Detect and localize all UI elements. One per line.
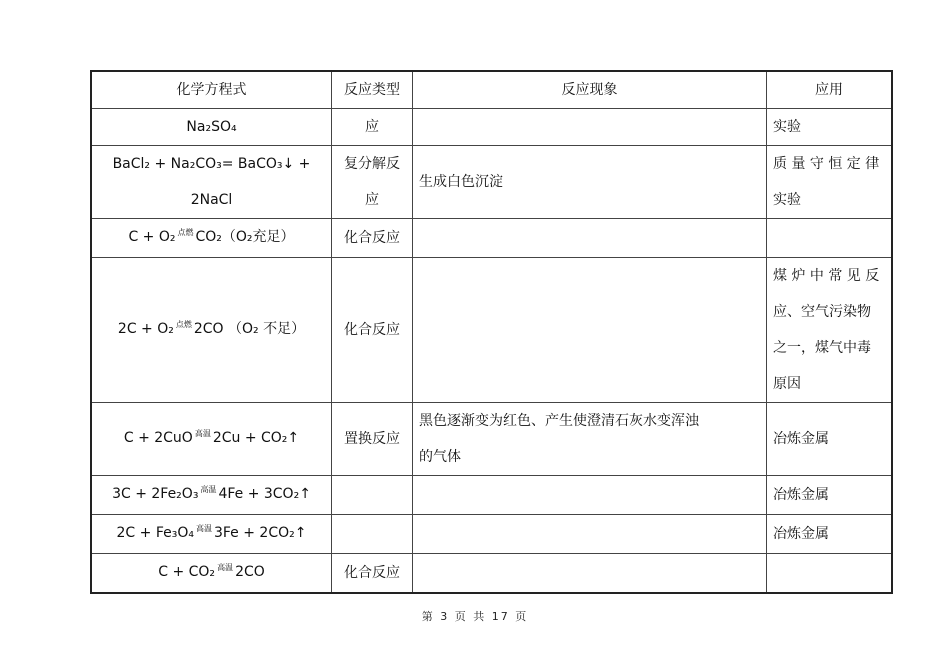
type-line: 应 xyxy=(365,192,379,208)
equation-products: 4Fe + 3CO₂↑ xyxy=(218,486,311,502)
phenomenon-cell xyxy=(413,219,767,258)
phenomenon-cell xyxy=(413,258,767,403)
equation-cell xyxy=(91,403,332,476)
equation-products: CO₂（O₂充足） xyxy=(195,229,295,245)
phenomenon-cell xyxy=(413,476,767,515)
application-line: 原因 xyxy=(773,376,801,392)
reaction-condition: 点燃 xyxy=(175,320,192,329)
phenomenon-cell xyxy=(413,554,767,594)
application-cell xyxy=(767,146,893,219)
table-header-row xyxy=(91,71,892,109)
equation-reactants: C + CO₂ xyxy=(158,564,216,580)
equation-products: 2Cu + CO₂↑ xyxy=(212,430,300,446)
equation-cell xyxy=(91,554,332,594)
equation-products: 2CO （O₂ 不足） xyxy=(193,321,306,337)
equation-cell xyxy=(91,476,332,515)
application-line: 煤 炉 中 常 见 反 xyxy=(773,268,880,284)
application-cell: 冶炼金属 xyxy=(767,476,893,515)
reaction-condition: 高温 xyxy=(200,485,217,494)
header-application: 应用 xyxy=(767,71,893,109)
header-equation: 化学方程式 xyxy=(91,71,332,109)
equation-line: BaCl₂ + Na₂CO₃= BaCO₃↓ + xyxy=(112,156,311,172)
equation-line: 2NaCl xyxy=(190,192,233,208)
phenomenon-cell xyxy=(413,515,767,554)
phenomenon-cell xyxy=(413,109,767,146)
reaction-condition: 点燃 xyxy=(177,228,194,237)
equation-cell xyxy=(91,219,332,258)
type-cell: 化合反应 xyxy=(332,258,413,403)
application-line: 之一，煤气中毒 xyxy=(773,340,871,356)
equation-reactants: C + O₂ xyxy=(128,229,176,245)
application-line: 应、空气污染物 xyxy=(773,304,871,320)
equation-cell: Na₂SO₄ xyxy=(91,109,332,146)
type-cell xyxy=(332,146,413,219)
equation-reactants: 2C + Fe₃O₄ xyxy=(116,525,194,541)
table-row xyxy=(91,476,892,515)
reaction-condition: 高温 xyxy=(217,563,234,572)
header-phenomenon: 反应现象 xyxy=(413,71,767,109)
equation-reactants: C + 2CuO xyxy=(123,430,193,446)
page-footer: 第 3 页 共 17 页 xyxy=(421,610,529,623)
phenomenon-line: 黑色逐渐变为红色、产生使澄清石灰水变浑浊 xyxy=(419,413,699,429)
type-line: 复分解反 xyxy=(344,156,400,172)
type-cell: 应 xyxy=(332,109,413,146)
application-cell xyxy=(767,219,893,258)
equation-products: 3Fe + 2CO₂↑ xyxy=(213,525,307,541)
application-cell xyxy=(767,258,893,403)
table-row xyxy=(91,146,892,219)
table-row xyxy=(91,219,892,258)
equation-cell xyxy=(91,258,332,403)
application-cell: 冶炼金属 xyxy=(767,515,893,554)
reaction-table xyxy=(90,70,893,594)
type-cell: 化合反应 xyxy=(332,219,413,258)
application-line: 质 量 守 恒 定 律 xyxy=(773,156,880,172)
header-reaction-type: 反应类型 xyxy=(332,71,413,109)
application-line: 实验 xyxy=(773,192,801,208)
reaction-condition: 高温 xyxy=(194,429,211,438)
equation-cell xyxy=(91,146,332,219)
equation-cell xyxy=(91,515,332,554)
equation-reactants: 3C + 2Fe₂O₃ xyxy=(112,486,199,502)
table-row xyxy=(91,258,892,403)
phenomenon-line: 的气体 xyxy=(419,449,461,465)
equation-products: 2CO xyxy=(235,564,265,580)
type-cell xyxy=(332,476,413,515)
phenomenon-cell xyxy=(413,403,767,476)
application-cell: 冶炼金属 xyxy=(767,403,893,476)
table-row xyxy=(91,109,892,146)
type-cell: 化合反应 xyxy=(332,554,413,594)
phenomenon-cell: 生成白色沉淀 xyxy=(413,146,767,219)
table-row xyxy=(91,554,892,594)
table-row xyxy=(91,515,892,554)
application-cell: 实验 xyxy=(767,109,893,146)
equation-reactants: 2C + O₂ xyxy=(117,321,174,337)
application-cell xyxy=(767,554,893,594)
reaction-condition: 高温 xyxy=(195,524,212,533)
type-cell xyxy=(332,515,413,554)
table-row xyxy=(91,403,892,476)
type-cell: 置换反应 xyxy=(332,403,413,476)
